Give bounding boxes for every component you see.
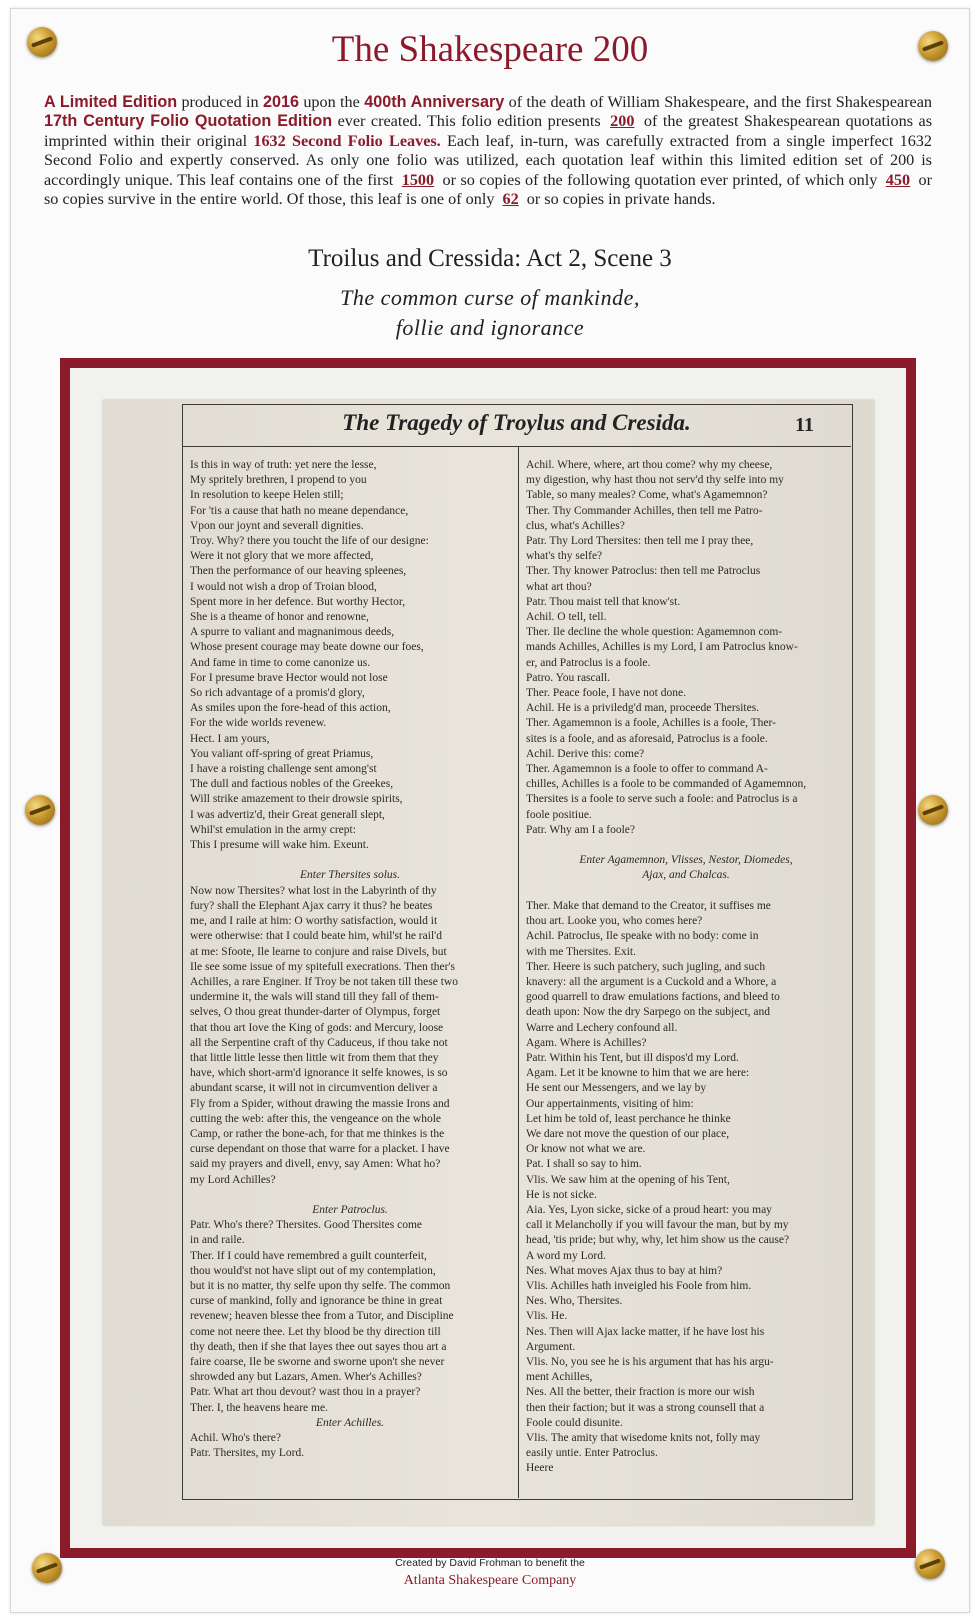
- leaf-right-column: [526, 458, 846, 1492]
- leaf-text-line: [526, 884, 846, 899]
- leaf-text-line: undermine it, the wals will stand till they fall of them-: [190, 991, 439, 1004]
- leaf-text-line: cutting the web: after this, the vengeance on the whole: [190, 1112, 441, 1125]
- leaf-text-line: Ther. Thy knower Patroclus: then tell me Patroclus: [526, 565, 761, 578]
- intro-surviving-copies: 450: [885, 170, 911, 189]
- leaf-text-line: thy death, then if she that layes thee out sayes thou art a: [190, 1340, 447, 1353]
- leaf-text-line: abundant scarse, it will not in circumvention deliver a: [190, 1082, 438, 1095]
- leaf-text-line: The dull and factious nobles of the Greekes,: [190, 778, 394, 791]
- leaf-text-line: shrowded any but Lazars, Amen. Wher's Achilles?: [190, 1371, 422, 1384]
- leaf-text-line: Ther. Peace foole, I have not done.: [526, 687, 686, 700]
- intro-anniversary: 400th Anniversary: [364, 93, 505, 111]
- intro-count: 200: [610, 112, 635, 131]
- leaf-text-line: at me: Sfoote, Ile learne to conjure and raise Divels, but: [190, 945, 447, 958]
- leaf-text-line: He is not sicke.: [526, 1188, 597, 1201]
- leaf-text-line: So rich advantage of a promis'd glory,: [190, 687, 365, 700]
- leaf-text-line: Vlis. He.: [526, 1310, 568, 1323]
- leaf-text-line: said my prayers and divell, envy, say Amen: What ho?: [190, 1158, 441, 1171]
- intro-leaves: 1632 Second Folio Leaves.: [253, 131, 441, 150]
- leaf-text-line: Foole could disunite.: [526, 1416, 623, 1429]
- leaf-column-divider: [518, 446, 519, 1498]
- leaf-text-line: A spurre to valiant and magnanimous deeds,: [190, 626, 395, 639]
- leaf-text-line: my digestion, why hast thou not serv'd thy selfe into my: [526, 474, 784, 487]
- leaf-text-line: Aia. Yes, Lyon sicke, sicke of a proud heart: you may: [526, 1203, 772, 1216]
- leaf-text-line: fury? shall the Elephant Ajax carry it thus? he beates: [190, 899, 433, 912]
- leaf-text-line: Patr. Within his Tent, but ill dispos'd my Lord.: [526, 1051, 739, 1064]
- credit-line: Created by David Frohman to benefit the: [395, 1557, 585, 1569]
- leaf-text-line: Ther. Make that demand to the Creator, it suffises me: [526, 899, 771, 912]
- leaf-text-line: You valiant off-spring of great Priamus,: [190, 747, 374, 760]
- leaf-text-line: Ther. Thy Commander Achilles, then tell me Patro-: [526, 504, 763, 517]
- leaf-text-line: I have a roisting challenge sent among'st: [190, 763, 377, 776]
- leaf-text-line: curse of mankind, folly and ignorance be thine in great: [190, 1295, 443, 1308]
- intro-edition: 17th Century Folio Quotation Edition: [44, 112, 333, 131]
- leaf-text-line: thou art. Looke you, who comes here?: [526, 915, 703, 928]
- leaf-text-line: Achil. He is a priviledg'd man, proceede Thersites.: [526, 702, 760, 715]
- leaf-left-column: [190, 458, 510, 1492]
- leaf-text-line: Ther. I, the heavens heare me.: [190, 1401, 328, 1414]
- leaf-text-line: Vlis. We saw him at the opening of his Tent,: [526, 1173, 730, 1186]
- brass-screw-icon: [918, 795, 948, 825]
- leaf-text-line: death upon: Now the dry Sarpego on the subject, and: [526, 1006, 770, 1019]
- leaf-text-line: that thou art Iove the King of gods: and Mercury, loose: [190, 1021, 444, 1034]
- leaf-text-line: Vlis. No, you see he is his argument that has his argu-: [526, 1355, 774, 1368]
- leaf-text-line: Now now Thersites? what lost in the Labyrinth of thy: [190, 884, 437, 897]
- leaf-text-line: Nes. All the better, their fraction is more our wish: [526, 1386, 755, 1399]
- quotation-line-2: follie and ignorance: [395, 315, 585, 340]
- leaf-text-line: Ile see some issue of my spitefull execrations. Then ther's: [190, 960, 456, 973]
- quotation-line-1: The common curse of mankinde,: [340, 285, 640, 310]
- leaf-text-line: have, which short-arm'd ignorance it selfe knowes, is so: [190, 1067, 448, 1080]
- leaf-text-line: Nes. Who, Thersites.: [526, 1295, 623, 1308]
- leaf-text-line: As smiles upon the fore-head of this action,: [190, 702, 391, 715]
- page-title: The Shakespeare 200: [331, 29, 649, 70]
- leaf-text-line: Ajax, and Chalcas.: [642, 869, 730, 882]
- leaf-text-line: Patr. Thersites, my Lord.: [190, 1447, 305, 1460]
- leaf-text-line: Achil. Where, where, art thou come? why my cheese,: [526, 459, 773, 471]
- leaf-text-line: come not neere thee. Let thy blood be thy direction till: [190, 1325, 441, 1338]
- leaf-text-line: faire coarse, Ile be sworne and sworne upon't she never: [190, 1355, 445, 1368]
- leaf-text-line: thou would'st not have slipt out of my contemplation,: [190, 1264, 436, 1277]
- leaf-text-line: Achilles, a rare Enginer. If Troy be not taken till these two: [190, 975, 458, 988]
- leaf-text-line: Ther. Heere is such patchery, such jugling, and such: [526, 960, 766, 973]
- intro-private-copies: 62: [502, 190, 519, 209]
- leaf-text-line: good quarrell to draw emulations factions, and bleed to: [526, 991, 780, 1004]
- leaf-text-line: Whil'st emulation in the army crept:: [190, 823, 356, 836]
- leaf-text-line: in and raile.: [190, 1234, 245, 1247]
- quotation: [0, 283, 980, 343]
- leaf-text-line: Enter Patroclus.: [312, 1203, 388, 1216]
- leaf-text-line: For the wide worlds revenew.: [190, 717, 327, 730]
- leaf-text-line: Patr. Thy Lord Thersites: then tell me I pray thee,: [526, 535, 754, 548]
- leaf-text-line: We dare not move the question of our place,: [526, 1127, 730, 1140]
- leaf-text-line: Patr. Who's there? Thersites. Good Thersites come: [190, 1219, 423, 1232]
- leaf-text-line: Vlis. The amity that wisedome knits not, folly may: [526, 1432, 761, 1444]
- leaf-text-line: She is a theame of honor and renowne,: [190, 611, 369, 624]
- leaf-text-line: easily untie. Enter Patroclus.: [526, 1447, 658, 1460]
- leaf-text-line: Or know not what we are.: [526, 1143, 646, 1156]
- leaf-text-line: He sent our Messengers, and we lay by: [526, 1082, 707, 1095]
- leaf-text-line: Patr. Why am I a foole?: [526, 823, 636, 836]
- intro-first-copies: 1500: [401, 170, 435, 189]
- intro-year: 2016: [262, 93, 299, 111]
- leaf-text-line: I was advertiz'd, their Great generall slept,: [190, 808, 385, 821]
- leaf-text-line: selves, O thou great thunder-darter of Olympus, forget: [190, 1006, 441, 1019]
- leaf-text-line: mands Achilles, Achilles is my Lord, I am Patroclus know-: [526, 641, 798, 654]
- leaf-text-line: head, 'tis pride; but why, why, let him show us the cause?: [526, 1234, 790, 1247]
- leaf-text-line: Agam. Where is Achilles?: [526, 1036, 647, 1049]
- leaf-text-line: Achil. Patroclus, Ile speake with no body: come in: [526, 930, 759, 943]
- leaf-text-line: [190, 853, 510, 868]
- leaf-text-line: Were it not glory that we more affected,: [190, 550, 374, 563]
- leaf-text-line: Let him be told of, least perchance he thinke: [526, 1112, 731, 1125]
- leaf-text-line: my Lord Achilles?: [190, 1173, 276, 1186]
- leaf-text-line: For 'tis a cause that hath no meane dependance,: [190, 504, 409, 517]
- leaf-text-line: Table, so many meales? Come, what's Agamemnon?: [526, 489, 768, 502]
- leaf-text-line: were otherwise: that I could beate him, whil'st he rail'd: [190, 930, 442, 943]
- leaf-text-line: Patr. Thou maist tell that know'st.: [526, 595, 681, 608]
- leaf-text-line: Pat. I shall so say to him.: [526, 1158, 642, 1171]
- leaf-text-line: Nes. What moves Ajax thus to bay at him?: [526, 1264, 723, 1277]
- leaf-text-line: ment Achilles,: [526, 1371, 593, 1384]
- leaf-text-line: that little little lesse then little wit from them that they: [190, 1051, 439, 1064]
- leaf-text-line: revenew; heaven blesse thee from a Tutor, and Discipline: [190, 1310, 454, 1323]
- leaf-text-line: Thersites is a foole to serve such a foole: and Patroclus is a: [526, 793, 798, 806]
- leaf-text-line: Achil. Who's there?: [190, 1432, 281, 1444]
- leaf-text-line: For I presume brave Hector would not lose: [190, 671, 388, 684]
- leaf-text-line: Vlis. Achilles hath inveigled his Foole from him.: [526, 1279, 752, 1292]
- intro-paragraph: A Limited Edition produced in 2016 upon the 400th Anniversary of the death of William Shakespeare, and the first Shakespearean 17th Century Folio Quotation Edition ever created. This folio edition presents 200 of the greatest Shakespearean quotations as imprinted within their original 1632 Second Folio Leaves. Each leaf, in-turn, was carefully extracted from a single imperfect 1632 Second Folio and expertly conserved. As only one folio was utilized, each quotation leaf within this limited edition set of 200 is accordingly unique. This leaf contains one of the first 1500 or so copies of the following quotation ever printed, of which only 450 or so copies survive in the entire world. Of those, this leaf is one of only 62 or so copies in private hands.: [44, 93, 932, 209]
- leaf-text-line: [190, 1188, 510, 1203]
- leaf-text-line: knavery: all the argument is a Cuckold and a Whore, a: [526, 975, 777, 988]
- leaf-text-line: Spent more in her defence. But worthy Hector,: [190, 595, 406, 608]
- leaf-text-line: Heere: [526, 1462, 554, 1475]
- leaf-text-line: me, and I raile at him: O worthy satisfaction, would it: [190, 915, 438, 928]
- leaf-text-line: Enter Agamemnon, Vlisses, Nestor, Diomedes,: [579, 854, 793, 867]
- leaf-text-line: chilles, Achilles is a foole to be commanded of Agamemnon,: [526, 778, 807, 791]
- leaf-text-line: Ther. Agamemnon is a foole, Achilles is a foole, Ther-: [526, 717, 776, 730]
- leaf-text-line: Enter Thersites solus.: [300, 869, 400, 882]
- leaf-page-number: 11: [795, 414, 814, 436]
- leaf-text-line: Our appertainments, visiting of him:: [526, 1097, 694, 1110]
- leaf-text-line: Fly from a Spider, without drawing the massie Irons and: [190, 1097, 450, 1110]
- leaf-text-line: Is this in way of truth: yet nere the lesse,: [190, 459, 377, 471]
- leaf-text-line: clus, what's Achilles?: [526, 519, 625, 532]
- leaf-text-line: Hect. I am yours,: [190, 732, 270, 745]
- leaf-text-line: foole positiue.: [526, 808, 592, 821]
- leaf-text-line: Achil. O tell, tell.: [526, 611, 607, 624]
- leaf-text-line: sites is a foole, and as aforesaid, Patroclus is a foole.: [526, 732, 768, 745]
- leaf-text-line: Troy. Why? there you toucht the life of our designe:: [190, 535, 429, 548]
- leaf-text-line: Warre and Lechery confound all.: [526, 1021, 678, 1034]
- leaf-text-line: A word my Lord.: [526, 1249, 606, 1262]
- leaf-text-line: This I presume will wake him. Exeunt.: [190, 839, 369, 852]
- leaf-text-line: all the Serpentine craft of thy Caduceus, if thou take not: [190, 1036, 448, 1049]
- scene-heading: Troilus and Cressida: Act 2, Scene 3: [308, 245, 672, 272]
- leaf-title: The Tragedy of Troylus and Cresida.: [342, 410, 691, 435]
- brass-screw-icon: [25, 795, 55, 825]
- leaf-text-line: Ther. If I could have remembred a guilt counterfeit,: [190, 1249, 427, 1262]
- leaf-text-line: Camp, or rather the bone-ach, for that me thinkes is the: [190, 1127, 445, 1140]
- leaf-text-line: what art thou?: [526, 580, 592, 593]
- leaf-text-line: then their faction; but it was a strong counsell that a: [526, 1401, 765, 1414]
- leaf-text-line: call it Melancholly if you will favour the man, but by my: [526, 1219, 789, 1232]
- leaf-text-line: Patr. What art thou devout? wast thou in a prayer?: [190, 1386, 421, 1399]
- leaf-text-line: [526, 838, 846, 853]
- leaf-text-line: Agam. Let it be knowne to him that we are here:: [526, 1067, 750, 1080]
- leaf-text-line: Enter Achilles.: [315, 1416, 385, 1429]
- leaf-text-line: Argument.: [526, 1340, 576, 1353]
- leaf-text-line: Whose present courage may beate downe our foes,: [190, 641, 424, 654]
- leaf-text-line: In resolution to keepe Helen still;: [190, 489, 344, 502]
- leaf-text-line: My spritely brethren, I propend to you: [190, 474, 367, 487]
- leaf-text-line: Patro. You rascall.: [526, 671, 611, 684]
- leaf-text-line: Achil. Derive this: come?: [526, 747, 645, 760]
- leaf-text-line: but it is no matter, thy selfe upon thy selfe. The common: [190, 1279, 451, 1292]
- leaf-text-line: Vpon our joynt and severall dignities.: [190, 519, 364, 532]
- leaf-text-line: er, and Patroclus is a foole.: [526, 656, 651, 669]
- leaf-text-line: Ther. Ile decline the whole question: Agamemnon com-: [526, 626, 783, 639]
- leaf-text-line: Nes. Then will Ajax lacke matter, if he have lost his: [526, 1325, 765, 1338]
- company-name: Atlanta Shakespeare Company: [403, 1573, 577, 1588]
- leaf-text-line: Will strike amazement to their drowsie spirits,: [190, 793, 403, 806]
- intro-highlight: A Limited Edition: [44, 93, 178, 111]
- leaf-text-line: with me Thersites. Exit.: [526, 945, 636, 958]
- leaf-text-line: And fame in time to come canonize us.: [190, 656, 371, 669]
- leaf-text-line: I would not wish a drop of Troian blood,: [190, 580, 377, 593]
- leaf-text-line: curse dependant on those that warre for a placket. I have: [190, 1143, 450, 1156]
- leaf-text-line: what's thy selfe?: [526, 550, 603, 563]
- leaf-header-rule: [182, 446, 851, 447]
- leaf-text-line: Then the performance of our heaving spleenes,: [190, 565, 407, 578]
- leaf-text-line: Ther. Agamemnon is a foole to offer to command A-: [526, 763, 768, 776]
